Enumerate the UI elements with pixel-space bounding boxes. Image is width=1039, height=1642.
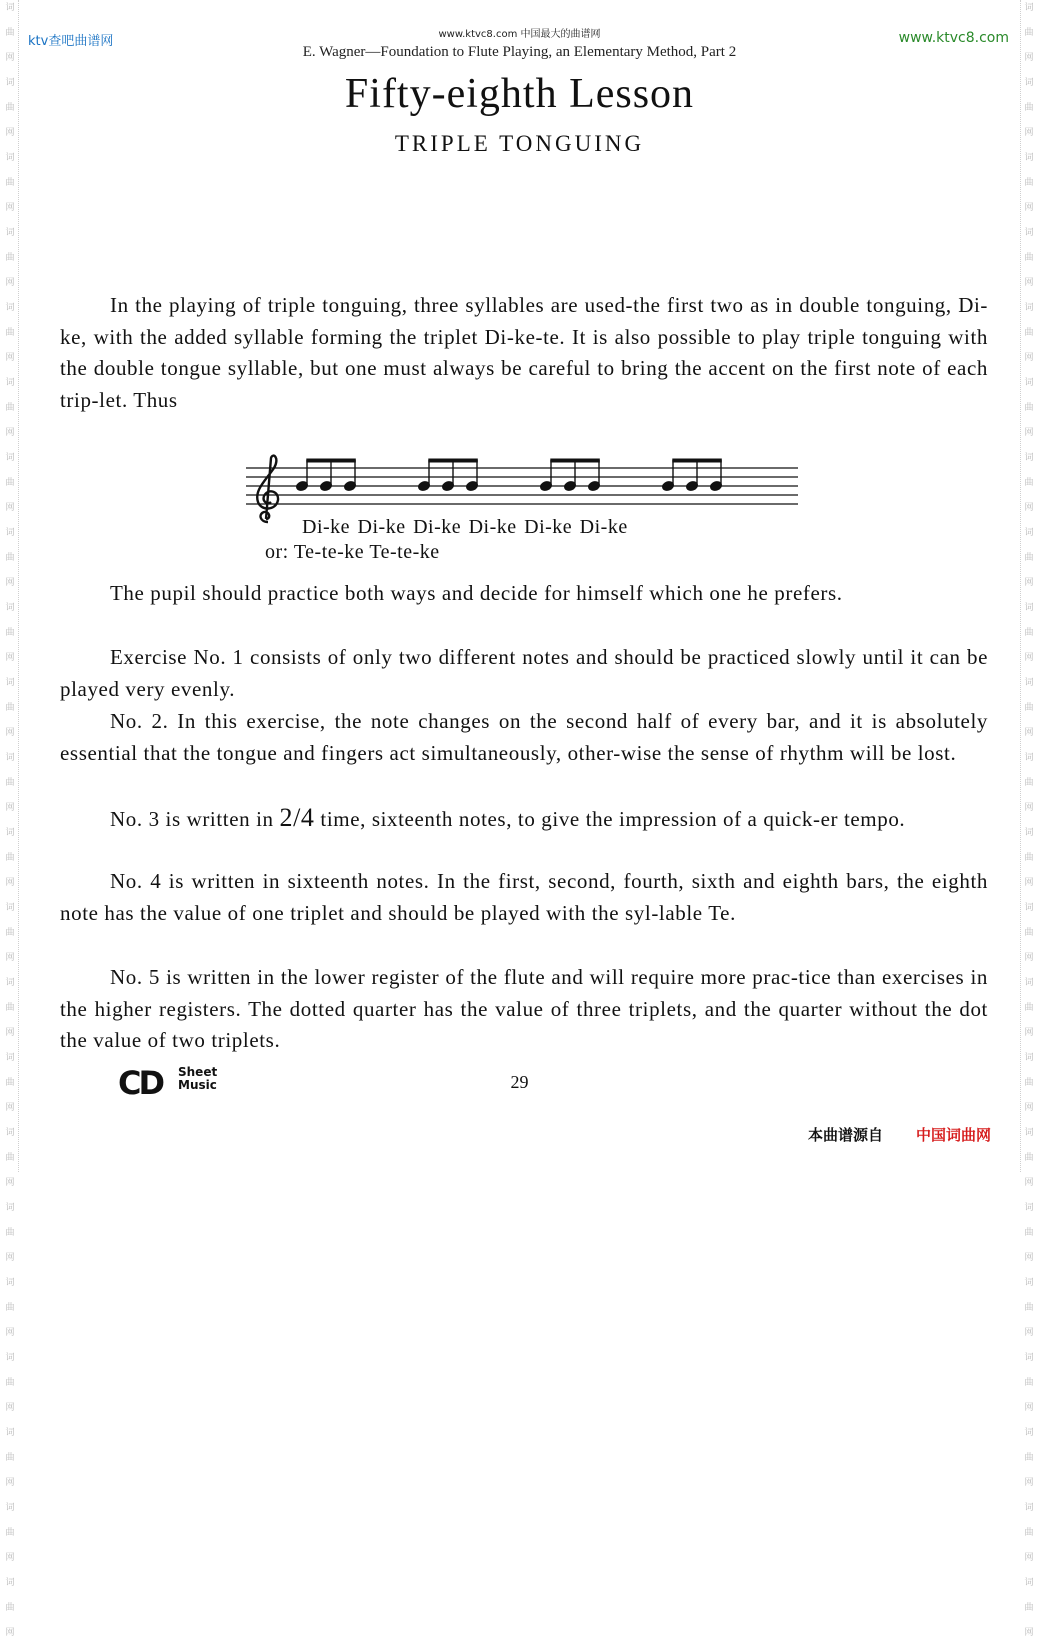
- watermark-glyph: 曲: [5, 478, 15, 488]
- watermark-glyph: 曲: [1024, 1153, 1034, 1163]
- watermark-glyph: 网: [5, 653, 15, 663]
- watermark-glyph: 网: [1024, 278, 1034, 288]
- watermark-glyph: 网: [5, 578, 15, 588]
- watermark-glyph: 网: [1024, 503, 1034, 513]
- watermark-glyph: 网: [5, 1628, 15, 1638]
- note-beam: [428, 459, 478, 463]
- watermark-glyph: 网: [5, 1178, 15, 1188]
- watermark-glyph: 网: [5, 128, 15, 138]
- watermark-glyph: 词: [5, 1053, 15, 1063]
- watermark-glyph: 曲: [5, 328, 15, 338]
- logo-text-line2: Music: [178, 1078, 217, 1092]
- watermark-glyph: 网: [1024, 1028, 1034, 1038]
- watermark-glyph: 曲: [5, 28, 15, 38]
- watermark-glyph: 词: [5, 753, 15, 763]
- paragraph-pupil: The pupil should practice both ways and decide for himself which one he prefers.: [110, 581, 843, 605]
- watermark-glyph: 网: [1024, 653, 1034, 663]
- watermark-glyph: 词: [1024, 1353, 1034, 1363]
- watermark-glyph: 曲: [1024, 1603, 1034, 1613]
- watermark-glyph: 网: [5, 728, 15, 738]
- watermark-glyph: 词: [1024, 528, 1034, 538]
- left-watermark-strip: [2, 0, 19, 1638]
- watermark-glyph: 曲: [1024, 928, 1034, 938]
- watermark-glyph: 曲: [1024, 178, 1034, 188]
- watermark-glyph: 曲: [1024, 1228, 1034, 1238]
- watermark-glyph: 网: [5, 353, 15, 363]
- watermark-glyph: 网: [5, 1403, 15, 1413]
- treble-clef-icon: [257, 456, 278, 522]
- watermark-glyph: 曲: [5, 928, 15, 938]
- watermark-glyph: 词: [1024, 828, 1034, 838]
- note-beam: [672, 459, 722, 463]
- watermark-glyph: 词: [1024, 228, 1034, 238]
- watermark-glyph: 曲: [5, 628, 15, 638]
- time-signature: 2/4: [279, 803, 315, 832]
- watermark-glyph: 词: [1024, 378, 1034, 388]
- watermark-glyph: 曲: [5, 553, 15, 563]
- watermark-glyph: 曲: [1024, 1453, 1034, 1463]
- paragraph-exercise-5: No. 5 is written in the lower register of the flute and will require more prac-tice than exercises in the higher registers. The dotted quarter has the value of three triplets, and the quarter without the dot the value of two triplets.: [60, 965, 988, 1053]
- watermark-glyph: 曲: [1024, 703, 1034, 713]
- triplet-notes: [295, 459, 722, 492]
- watermark-glyph: 网: [1024, 578, 1034, 588]
- watermark-glyph: 网: [5, 278, 15, 288]
- watermark-glyph: 词: [5, 453, 15, 463]
- watermark-glyph: 网: [5, 1328, 15, 1338]
- paragraph-exercise-3: [60, 802, 988, 836]
- watermark-glyph: 词: [5, 1203, 15, 1213]
- watermark-glyph: 曲: [1024, 553, 1034, 563]
- watermark-glyph: 词: [5, 903, 15, 913]
- watermark-glyph: 网: [5, 1478, 15, 1488]
- watermark-glyph: 网: [5, 878, 15, 888]
- watermark-glyph: 词: [5, 603, 15, 613]
- watermark-glyph: 网: [1024, 1178, 1034, 1188]
- watermark-glyph: 曲: [1024, 328, 1034, 338]
- section-heading: TRIPLE TONGUING: [394, 131, 645, 156]
- right-watermark-strip: [1020, 0, 1037, 1638]
- watermark-glyph: 网: [5, 53, 15, 63]
- watermark-top: www.ktvc8.com 中国最大的曲谱网: [438, 29, 601, 40]
- watermark-glyph: 曲: [1024, 778, 1034, 788]
- watermark-left[interactable]: ktv查吧曲谱网: [28, 34, 114, 49]
- watermark-glyph: 词: [5, 1503, 15, 1513]
- watermark-glyph: 词: [1024, 753, 1034, 763]
- watermark-glyph: 词: [5, 228, 15, 238]
- watermark-glyph: 网: [5, 1553, 15, 1563]
- watermark-glyph: 词: [5, 153, 15, 163]
- watermark-glyph: 词: [1024, 1053, 1034, 1063]
- watermark-glyph: 网: [5, 1028, 15, 1038]
- watermark-glyph: 曲: [1024, 1078, 1034, 1088]
- watermark-glyph: 词: [1024, 1278, 1034, 1288]
- lyric-line-dike: Di-ke Di-ke Di-ke Di-ke Di-ke Di-ke: [302, 516, 628, 538]
- watermark-glyph: 曲: [5, 853, 15, 863]
- watermark-glyph: 词: [1024, 1428, 1034, 1438]
- watermark-glyph: 网: [1024, 803, 1034, 813]
- music-example: [246, 456, 802, 522]
- logo-mark: CD: [118, 1064, 163, 1102]
- watermark-glyph: 词: [5, 1128, 15, 1138]
- watermark-glyph: 曲: [5, 1153, 15, 1163]
- watermark-glyph: 网: [5, 428, 15, 438]
- watermark-glyph: 词: [1024, 78, 1034, 88]
- watermark-glyph: 曲: [1024, 253, 1034, 263]
- watermark-glyph: 曲: [1024, 853, 1034, 863]
- watermark-glyph: 网: [1024, 1403, 1034, 1413]
- watermark-glyph: 曲: [5, 103, 15, 113]
- watermark-glyph: 曲: [1024, 1303, 1034, 1313]
- watermark-glyph: 词: [1024, 453, 1034, 463]
- watermark-glyph: 网: [1024, 203, 1034, 213]
- watermark-glyph: 词: [1024, 1503, 1034, 1513]
- watermark-glyph: 曲: [1024, 628, 1034, 638]
- watermark-glyph: 曲: [5, 778, 15, 788]
- watermark-glyph: 网: [5, 1253, 15, 1263]
- watermark-glyph: 曲: [1024, 478, 1034, 488]
- watermark-glyph: 词: [1024, 603, 1034, 613]
- watermark-glyph: 曲: [5, 1003, 15, 1013]
- watermark-glyph: 曲: [5, 253, 15, 263]
- watermark-glyph: 网: [5, 1103, 15, 1113]
- watermark-glyph: 曲: [5, 178, 15, 188]
- watermark-glyph: 曲: [1024, 1528, 1034, 1538]
- watermark-glyph: 词: [1024, 3, 1034, 13]
- watermark-glyph: 词: [1024, 678, 1034, 688]
- watermark-glyph: 曲: [5, 1228, 15, 1238]
- watermark-glyph: 网: [5, 503, 15, 513]
- watermark-glyph: 词: [1024, 903, 1034, 913]
- paragraph-exercise-2: No. 2. In this exercise, the note changes on the second half of every bar, and it is absolutely essential that the tongue and fingers act simultaneously, other-wise the sense of rhythm will be lost.: [60, 709, 988, 765]
- page-number: 29: [510, 1072, 529, 1092]
- watermark-glyph: 网: [1024, 1628, 1034, 1638]
- watermark-glyph: 词: [5, 1428, 15, 1438]
- paragraph-exercise-1: Exercise No. 1 consists of only two different notes and should be practiced slowly until it can be played very evenly.: [60, 645, 988, 701]
- lyric-line-tetekee: or: Te-te-ke Te-te-ke: [265, 541, 440, 563]
- watermark-glyph: 网: [1024, 1253, 1034, 1263]
- page-title: Fifty-eighth Lesson: [344, 71, 695, 117]
- watermark-glyph: 词: [1024, 978, 1034, 988]
- watermark-glyph: 网: [5, 803, 15, 813]
- watermark-glyph: 词: [5, 1278, 15, 1288]
- paragraph-exercise-4: No. 4 is written in sixteenth notes. In the first, second, fourth, sixth and eighth bars, the eighth note has the value of one triplet and should be played with the syl-lable Te.: [60, 869, 988, 925]
- watermark-glyph: 词: [5, 378, 15, 388]
- watermark-glyph: 词: [5, 303, 15, 313]
- watermark-glyph: 曲: [1024, 103, 1034, 113]
- watermark-glyph: 词: [5, 828, 15, 838]
- watermark-glyph: 网: [1024, 428, 1034, 438]
- watermark-glyph: 曲: [5, 703, 15, 713]
- watermark-glyph: 曲: [5, 1378, 15, 1388]
- watermark-glyph: 网: [1024, 878, 1034, 888]
- watermark-right[interactable]: www.ktvc8.com: [898, 30, 1009, 46]
- exercise-3-text-a: No. 3 is written in: [110, 807, 274, 831]
- watermark-glyph: 曲: [1024, 1003, 1034, 1013]
- watermark-glyph: 网: [1024, 1553, 1034, 1563]
- watermark-glyph: 词: [1024, 153, 1034, 163]
- logo-text-line1: Sheet: [178, 1065, 218, 1079]
- watermark-glyph: 词: [1024, 1578, 1034, 1588]
- watermark-glyph: 曲: [1024, 403, 1034, 413]
- watermark-glyph: 曲: [5, 1453, 15, 1463]
- watermark-glyph: 网: [1024, 53, 1034, 63]
- watermark-glyph: 词: [1024, 1203, 1034, 1213]
- watermark-glyph: 词: [5, 978, 15, 988]
- watermark-glyph: 网: [1024, 353, 1034, 363]
- watermark-glyph: 网: [1024, 1103, 1034, 1113]
- watermark-glyph: 词: [1024, 1128, 1034, 1138]
- watermark-glyph: 曲: [5, 403, 15, 413]
- watermark-glyph: 词: [5, 1578, 15, 1588]
- watermark-glyph: 曲: [5, 1078, 15, 1088]
- watermark-glyph: 曲: [5, 1528, 15, 1538]
- note-beam: [306, 459, 356, 463]
- watermark-glyph: 网: [1024, 1478, 1034, 1488]
- watermark-glyph: 网: [5, 203, 15, 213]
- watermark-glyph: 曲: [1024, 28, 1034, 38]
- watermark-glyph: 词: [5, 1353, 15, 1363]
- watermark-glyph: 词: [1024, 303, 1034, 313]
- watermark-glyph: 词: [5, 78, 15, 88]
- watermark-glyph: 词: [5, 3, 15, 13]
- watermark-glyph: 曲: [1024, 1378, 1034, 1388]
- source-site-name[interactable]: 中国词曲网: [916, 1126, 992, 1144]
- source-label: 本曲谱源自: [808, 1126, 884, 1144]
- paragraph-intro: In the playing of triple tonguing, three syllables are used-the first two as in double tonguing, Di-ke, with the added syllable forming the triplet Di-ke-te. It is also possible to play triple tonguing with the double tongue syllable, but one must always be careful to bring the accent on the first note of each trip-let. Thus: [60, 293, 988, 412]
- watermark-glyph: 网: [1024, 1328, 1034, 1338]
- watermark-glyph: 曲: [5, 1603, 15, 1613]
- watermark-glyph: 网: [1024, 128, 1034, 138]
- watermark-glyph: 词: [5, 528, 15, 538]
- watermark-glyph: 网: [5, 953, 15, 963]
- watermark-glyph: 词: [5, 678, 15, 688]
- book-subtitle: E. Wagner—Foundation to Flute Playing, an Elementary Method, Part 2: [302, 44, 737, 60]
- exercise-3-text-b: time, sixteenth notes, to give the impression of a quick-er tempo.: [320, 807, 906, 831]
- watermark-glyph: 曲: [5, 1303, 15, 1313]
- watermark-glyph: 网: [1024, 728, 1034, 738]
- watermark-glyph: 网: [1024, 953, 1034, 963]
- note-beam: [550, 459, 600, 463]
